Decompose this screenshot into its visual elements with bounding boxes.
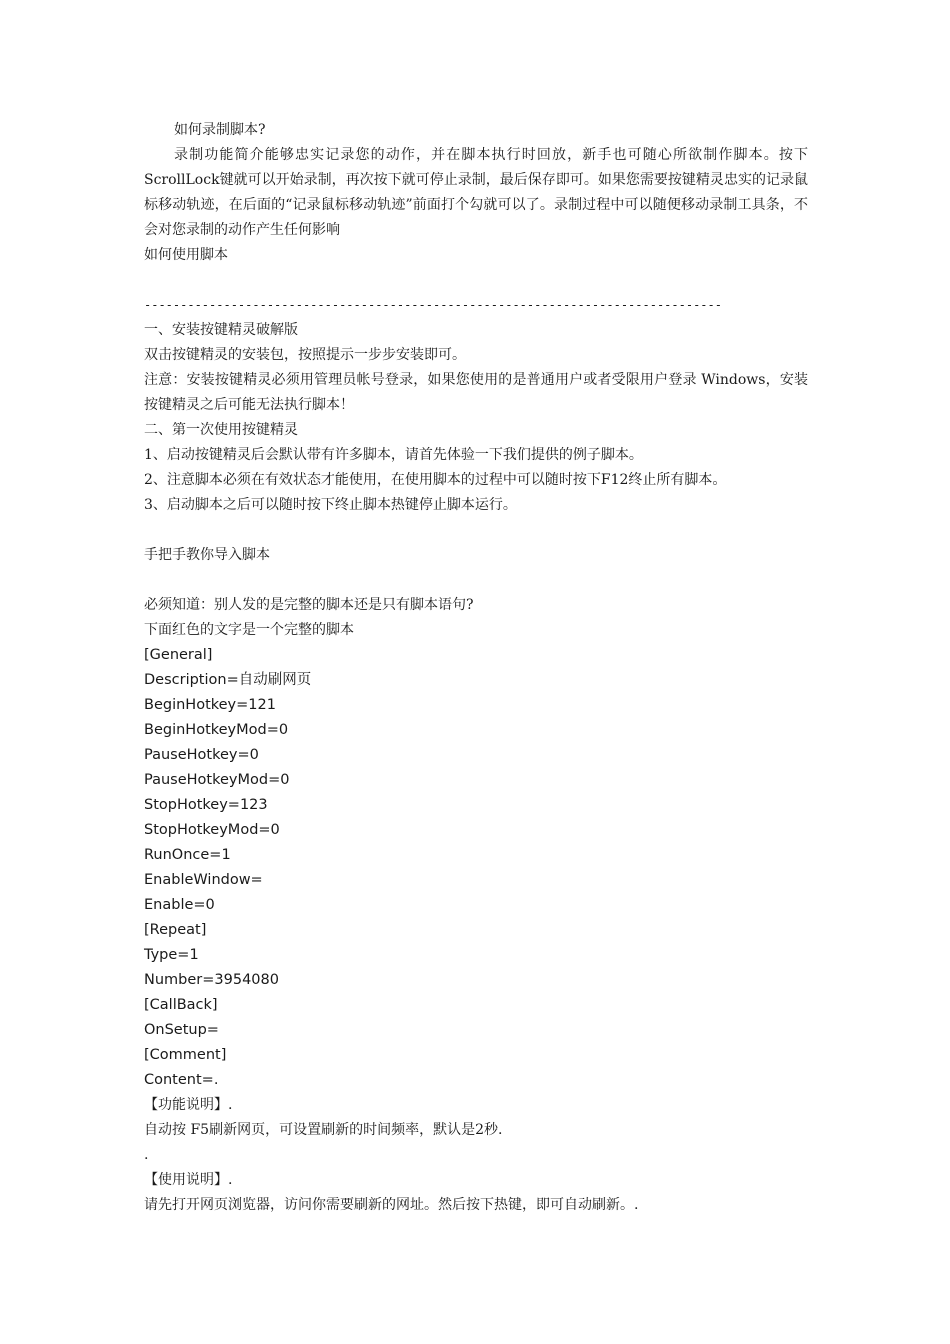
- script-line: [CallBack]: [144, 997, 218, 1013]
- spacer: [144, 518, 808, 543]
- usage-description: 请先打开网页浏览器，访问你需要刷新的网址。然后按下热键，即可自动刷新。.: [144, 1197, 639, 1213]
- script-line: Description=自动刷网页: [144, 672, 312, 688]
- script-line: BeginHotkey=121: [144, 697, 276, 713]
- spacer: [144, 268, 808, 293]
- script-line: Content=.: [144, 1072, 219, 1088]
- must-know-question: 必须知道：别人发的是完整的脚本还是只有脚本语句?: [144, 597, 474, 613]
- script-line: OnSetup=: [144, 1022, 219, 1038]
- script-line: Type=1: [144, 947, 199, 963]
- section-2-item: 1、启动按键精灵后会默认带有许多脚本，请首先体验一下我们提供的例子脚本。: [144, 447, 643, 463]
- section-2-item: 2、注意脚本必须在有效状态才能使用，在使用脚本的过程中可以随时按下F12终止所有脚本。: [144, 472, 727, 488]
- script-line: StopHotkey=123: [144, 797, 268, 813]
- script-line: PauseHotkeyMod=0: [144, 772, 290, 788]
- document-body: [144, 118, 808, 1218]
- script-line: EnableWindow=: [144, 872, 263, 888]
- spacer: [144, 568, 808, 593]
- script-line: RunOnce=1: [144, 847, 231, 863]
- script-line: StopHotkeyMod=0: [144, 822, 280, 838]
- script-line: [General]: [144, 647, 213, 663]
- script-line: [Comment]: [144, 1047, 227, 1063]
- section-2-item: 3、启动脚本之后可以随时按下终止脚本热键停止脚本运行。: [144, 497, 517, 513]
- script-line: [Repeat]: [144, 922, 207, 938]
- script-line: BeginHotkeyMod=0: [144, 722, 289, 738]
- script-line: PauseHotkey=0: [144, 747, 259, 763]
- section-1-note: 注意：安装按键精灵必须用管理员帐号登录，如果您使用的是普通用户或者受限用户登录 Windows，安装按键精灵之后可能无法执行脚本！: [144, 372, 808, 413]
- intro-paragraph: 录制功能简介能够忠实记录您的动作，并在脚本执行时回放，新手也可随心所欲制作脚本。按下ScrollLock键就可以开始录制，再次按下就可停止录制，最后保存即可。如果您需要按键精灵忠实的记录鼠标移动轨迹，在后面的“记录鼠标移动轨迹”前面打个勾就可以了。录制过程中可以随便移动录制工具条，不会对您录制的动作产生任何影响: [144, 147, 808, 238]
- separator-line: --------------------------------------------------------------------------------: [144, 298, 722, 312]
- import-title: 手把手教你导入脚本: [144, 547, 270, 563]
- script-line: Number=3954080: [144, 972, 279, 988]
- script-block: [144, 643, 808, 1093]
- function-title: 【功能说明】.: [144, 1097, 233, 1113]
- usage-title: 【使用说明】.: [144, 1172, 233, 1188]
- script-line: Enable=0: [144, 897, 215, 913]
- heading-record-script: 如何录制脚本?: [174, 122, 266, 138]
- dot-line: .: [144, 1147, 149, 1163]
- function-description: 自动按 F5刷新网页，可设置刷新的时间频率，默认是2秒.: [144, 1122, 503, 1138]
- red-text-note: 下面红色的文字是一个完整的脚本: [144, 622, 354, 638]
- section-1-title: 一、安装按键精灵破解版: [144, 322, 298, 338]
- heading-use-script: 如何使用脚本: [144, 247, 228, 263]
- section-1-install-step: 双击按键精灵的安装包，按照提示一步步安装即可。: [144, 347, 466, 363]
- section-2-title: 二、第一次使用按键精灵: [144, 422, 298, 438]
